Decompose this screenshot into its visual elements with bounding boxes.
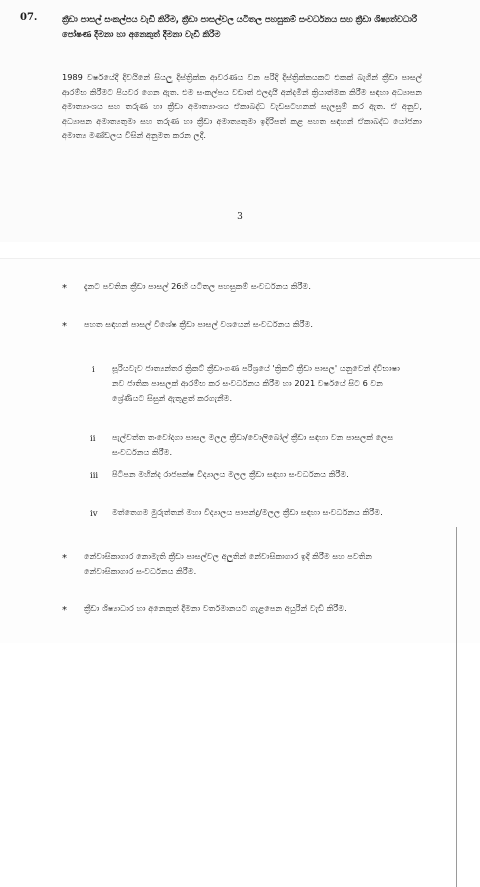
sub-item-numeral: iii [90, 471, 99, 481]
section-title: ක්‍රීඩා පාසල් සංකල්පය වැඩි කිරීම, ක්‍රීඩා පාසල්වල යටිතල පහසුකම් සංවර්ධනය සහ ක්‍රීඩා ශිෂ්‍යත්වධාරී පෝෂණ දීමනා හා අනෙකුත් දීමනා වැඩි කිරීම [62, 14, 417, 39]
page-edge-line [456, 527, 457, 887]
section-paragraph: 1989 වර්ෂයේදී දිවයිනේ සියලු දිස්ත්‍රික්ක ආවරණය වන පරිදි දිස්ත්‍රික්කයකට එකක් බැගින් ක්‍රීඩා පාසල් ආරම්භ කිරීමට පියවර ගෙන ඇත. එම සංකල්පය වඩාත් ඵලදායී අන්දමින් ක්‍රියාත්මක කිරීම සඳහා අධ්‍යාපන අමාත්‍යාංශය සහ තරුණ හා ක්‍රීඩා අමාත්‍යාංශය ඒකාබද්ධ වැඩසටහනක් සැලසුම් කර ඇත. ඒ අනුව, අධ්‍යාපන අමාත්‍යතුමා සහ තරුණ හා ක්‍රීඩා අමාත්‍යතුමා ඉදිරිපත් කළ පහත සඳහන් ඒකාබද්ධ යෝජනා අමාත්‍ය මණ්ඩලය විසින් අනුමත කරන ලදී. [62, 72, 422, 141]
bullet-marker: * [62, 283, 67, 294]
sub-item-numeral: ii [90, 434, 96, 444]
sub-item: සූරියවැව ජාත්‍යන්තර ක්‍රිකට් ක්‍රීඩාංගණ පරිශ්‍රයේ 'ක්‍රිකට් ක්‍රීඩා පාසල' යනුවෙන් ද්විභාෂා නව ජාතික පාසලක් ආරම්භ කර සංවර්ධනය කිරීම හා 2021 වර්ෂයේ සිට 6 වන ශ්‍රේණියට සිසුන් ඇතුළත් කරගැනීම. [112, 363, 400, 403]
page-gap [0, 242, 480, 258]
sub-item: පැල්වත්ත තංවෝදගා පාසල මලල ක්‍රීඩා/වොලිබෝල් ක්‍රීඩා සඳහා වන පාසලක් ලෙස සංවර්ධනය කිරීම. [112, 432, 394, 457]
sub-item: මත්තෙගම මුරුත්තන් මහා විද්‍යාලය පාපන්දු/මලල ක්‍රීඩා සඳහා සංවර්ධනය කිරීම. [112, 507, 383, 517]
page-number: 3 [237, 212, 243, 222]
sub-item-numeral: i [92, 365, 95, 375]
bullet-marker: * [62, 321, 67, 332]
bullet-item: පහත සඳහන් පාසල් විශේෂ ක්‍රීඩා පාසල් වශයෙන් සංවර්ධනය කිරීම. [84, 319, 313, 329]
sub-item: පිටිපන මහින්ද රාජපක්ෂ විද්‍යාලය මලල ක්‍රීඩා සඳහා සංවර්ධනය කිරීම. [112, 469, 349, 479]
bullet-item: නේවාසිකාගාර නොමැති ක්‍රීඩා පාසල්වල අලුතින් නේවාසිකාගාර ඉදි කිරීම සහ පවතින නේවාසිකාගාර සංවර්ධනය කිරීම. [84, 551, 373, 576]
bullet-item: දැනට පවතින ක්‍රීඩා පාසල් 26හි යටිතල පහසුකම් සංවර්ධනය කිරීම. [84, 281, 311, 291]
sub-item-numeral: iv [90, 509, 98, 519]
bullet-marker: * [62, 553, 67, 564]
document-page-upper [0, 0, 480, 242]
document-page-lower [0, 258, 480, 643]
bullet-marker: * [62, 605, 67, 616]
bullet-item: ක්‍රීඩා ශිෂ්‍යාධාර හා අනෙකුත් දීමනා වර්තමානයට ගැළපෙන අයුරින් වැඩි කිරීම. [84, 603, 347, 613]
section-number: 07. [20, 12, 38, 23]
